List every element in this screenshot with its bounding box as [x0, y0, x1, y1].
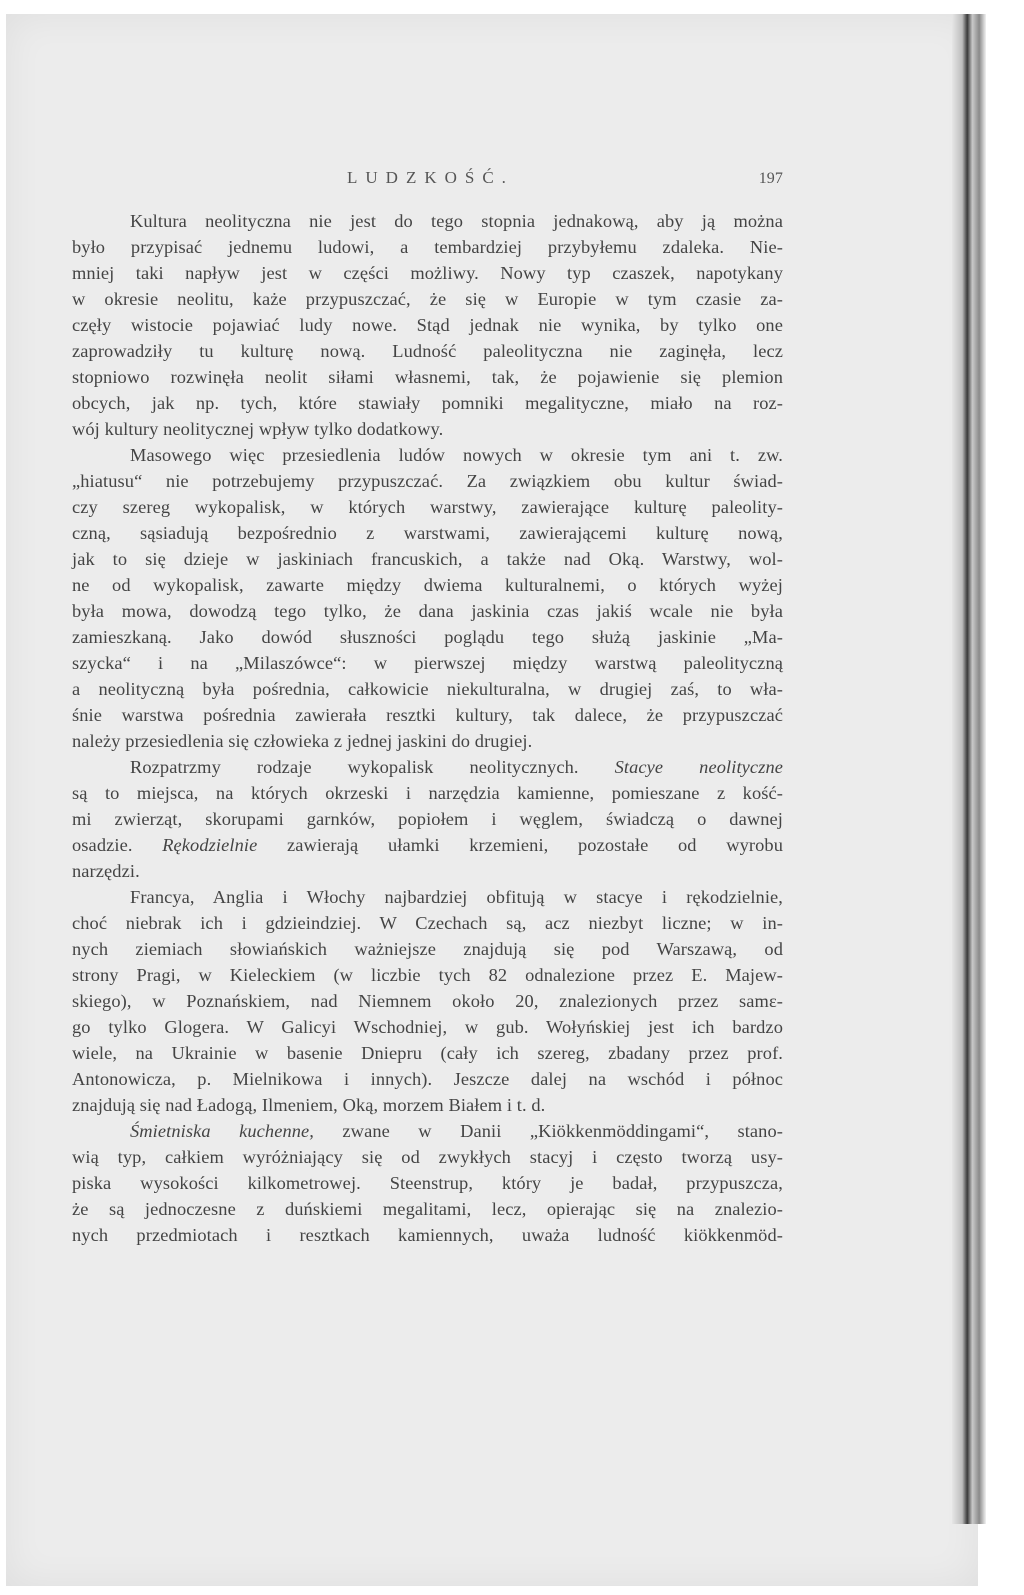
- text-run: zawierają ułamki krzemieni, pozostałe od wyrobu: [286, 835, 784, 855]
- text-run: Rozpatrzmy rodzaje wykopalisk neolitycznych.: [130, 757, 579, 777]
- text-line: piska wysokości kilkometrowej. Steenstrup, który je badał, przypuszcza,: [72, 1173, 783, 1193]
- text-line: częły wistocie pojawiać ludy nowe. Stąd jednak nie wynika, by tylko one: [72, 315, 783, 335]
- text-line: wój kultury neolitycznej wpływ tylko dodatkowy.: [72, 419, 444, 439]
- text-line: czy szereg wykopalisk, w których warstwy, zawierające kulturę paleolity-: [72, 497, 783, 517]
- text-line: Masowego więc przesiedlenia ludów nowych w okresie tym ani t. zw.: [130, 445, 783, 465]
- text-line: czną, sąsiadują bezpośrednio z warstwami, zawierającemi kulturę nową,: [72, 523, 783, 543]
- text-line: że są jednoczesne z duńskiemi megalitami, lecz, opierając się na znalezio-: [72, 1199, 783, 1219]
- text-line: zamieszkaną. Jako dowód słuszności poglądu tego służą jaskinie „Ma-: [72, 627, 783, 647]
- page-number: 197: [758, 170, 783, 187]
- text-line: choć niebrak ich i gdzieindziej. W Czechach są, acz niezbyt liczne; w in-: [72, 913, 783, 933]
- text-line: należy przesiedlenia się człowieka z jednej jaskini do drugiej.: [72, 731, 533, 751]
- text-line: go tylko Glogera. W Galicyi Wschodniej, w gub. Wołyńskiej jest ich bardzo: [72, 1017, 783, 1037]
- paragraph-2: [72, 442, 783, 754]
- page-text: [72, 165, 783, 1248]
- text-run: zwane w Danii „Kiökkenmöddingami“, stano-: [342, 1121, 783, 1141]
- text-line: szycka“ i na „Milaszówce“: w pierwszej między warstwą paleolityczną: [72, 653, 783, 673]
- text-line: stopniowo rozwinęła neolit siłami własnemi, tak, że pojawienie się plemion: [72, 367, 783, 387]
- paragraph-3: [72, 754, 783, 884]
- text-line: zaprowadziły tu kulturę nową. Ludność paleolityczna nie zaginęła, lecz: [72, 341, 783, 361]
- text-line: mi zwierząt, skorupami garnków, popiołem i węglem, świadczą o dawnej: [72, 809, 783, 829]
- running-title: LUDZKOŚĆ.: [347, 168, 514, 187]
- italic-term: Śmietniska kuchenne,: [130, 1121, 315, 1141]
- text-line: wią typ, całkiem wyróżniający się od zwykłych stacyj i często tworzą usy-: [72, 1147, 783, 1167]
- text-line: skiego), w Poznańskiem, nad Niemnem około 20, znalezionych przez samε-: [72, 991, 783, 1011]
- text-line: nych ziemiach słowiańskich ważniejsze znajdują się pod Warszawą, od: [72, 939, 783, 959]
- text-line: nych przedmiotach i resztkach kamiennych, uważa ludność kiökkenmöd-: [72, 1225, 783, 1245]
- text-line: Antonowicza, p. Mielnikowa i innych). Jeszcze dalej na wschód i północ: [72, 1069, 783, 1089]
- paragraph-1: [72, 208, 783, 442]
- text-line: Francya, Anglia i Włochy najbardziej obfitują w stacye i rękodzielnie,: [130, 887, 783, 907]
- text-line: [72, 754, 783, 780]
- text-line: wiele, na Ukrainie w basenie Dniepru (cały ich szereg, zbadany przez prof.: [72, 1043, 783, 1063]
- text-line: w okresie neolitu, każe przypuszczać, że się w Europie w tym czasie za-: [72, 289, 783, 309]
- text-line: obcych, jak np. tych, które stawiały pomniki megalityczne, miało na roz-: [72, 393, 783, 413]
- text-line: była mowa, dowodzą tego tylko, że dana jaskinia czas jakiś wcale nie była: [72, 601, 783, 621]
- text-line: [72, 1118, 783, 1144]
- text-line: strony Pragi, w Kieleckiem (w liczbie tych 82 odnalezione przez E. Majew-: [72, 965, 783, 985]
- text-line: mniej taki napływ jest w części możliwy. Nowy typ czaszek, napotykany: [72, 263, 783, 283]
- text-line: narzędzi.: [72, 861, 140, 881]
- text-line: a neolityczną była pośrednia, całkowicie niekulturalna, w drugiej zaś, to wła-: [72, 679, 783, 699]
- text-line: [72, 832, 783, 858]
- text-line: było przypisać jednemu ludowi, a tembardziej przybyłemu zdaleka. Nie-: [72, 237, 783, 257]
- text-line: „hiatusu“ nie potrzebujemy przypuszczać. Za związkiem obu kultur świad-: [72, 471, 783, 491]
- book-binding-edge: [952, 14, 986, 1524]
- running-header: [72, 165, 783, 191]
- paragraph-4: [72, 884, 783, 1118]
- text-line: są to miejsca, na których okrzeski i narzędzia kamienne, pomieszane z kość-: [72, 783, 783, 803]
- text-line: Kultura neolityczna nie jest do tego stopnia jednakową, aby ją można: [130, 211, 783, 231]
- text-line: znajdują się nad Ładogą, Ilmeniem, Oką, morzem Białem i t. d.: [72, 1095, 546, 1115]
- italic-term: Stacye neolityczne: [614, 757, 784, 777]
- italic-term: Rękodzielnie: [162, 835, 258, 855]
- text-run: osadzie.: [72, 835, 133, 855]
- paragraph-5: [72, 1118, 783, 1248]
- text-line: śnie warstwa pośrednia zawierała resztki kultury, tak dalece, że przypuszczać: [72, 705, 783, 725]
- text-line: ne od wykopalisk, zawarte między dwiema kulturalnemi, o których wyżej: [72, 575, 783, 595]
- text-line: jak to się dzieje w jaskiniach francuskich, a także nad Oką. Warstwy, wol-: [72, 549, 783, 569]
